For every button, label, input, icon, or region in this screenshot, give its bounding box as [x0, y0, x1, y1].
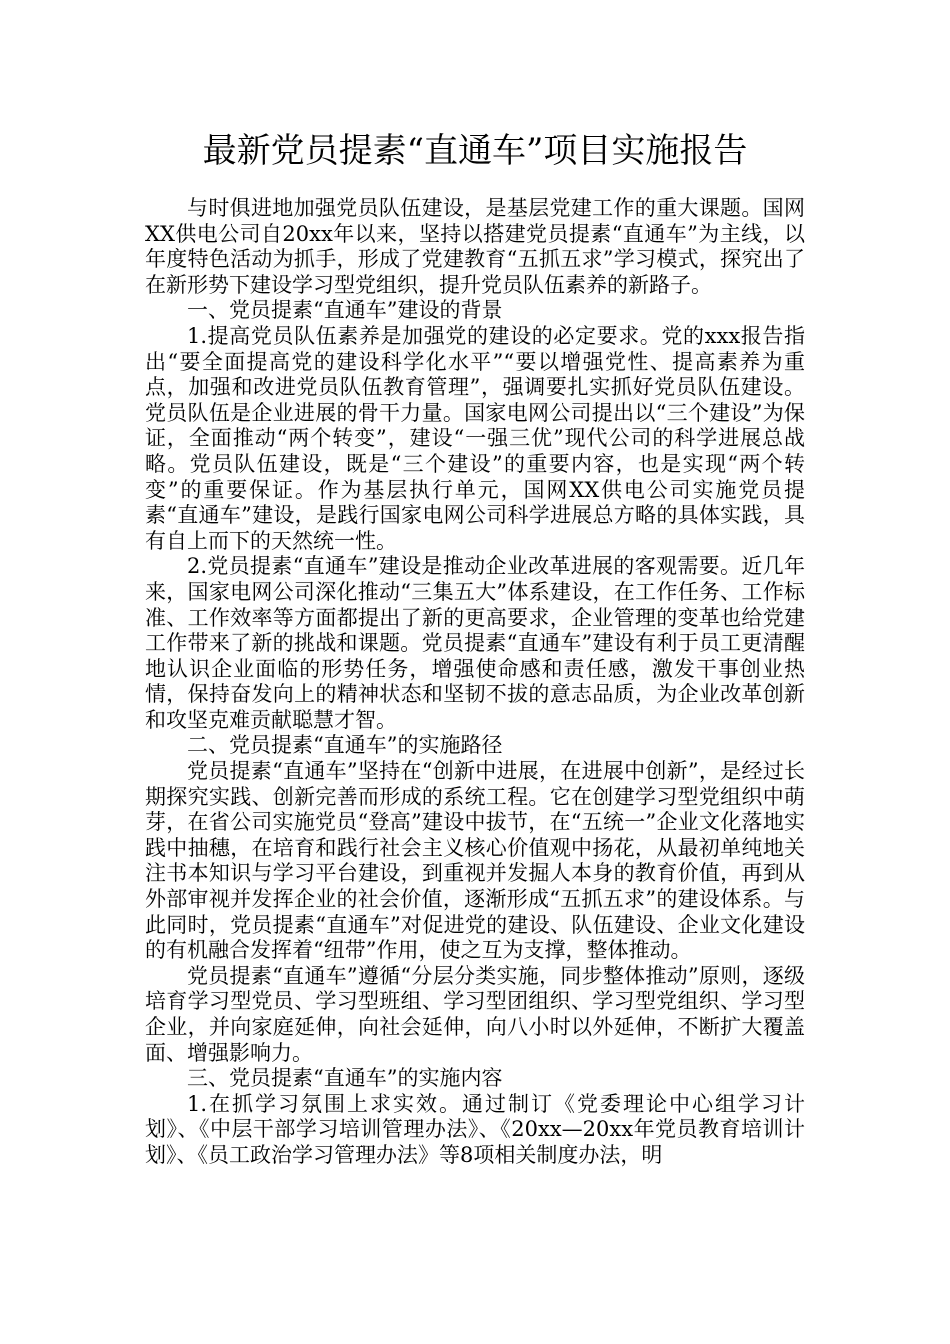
intro-paragraph: 与时俱进地加强党员队伍建设，是基层党建工作的重大课题。国网XX供电公司自20xx年以来，坚持以搭建党员提素“直通车”为主线，以年度特色活动为抓手，形成了党建教育“五抓五求”学习模式，探究出了在新形势下建设学习型党组织，提升党员队伍素养的新路子。: [145, 196, 805, 297]
section-heading-path: 二、党员提素“直通车”的实施路径: [187, 733, 503, 758]
paragraph-path-1: 党员提素“直通车”坚持在“创新中进展，在进展中创新”，是经过长期探究实践、创新完善而形成的系统工程。它在创建学习型党组织中萌芽，在省公司实施党员“登高”建设中拔节，在“五统一”企业文化落地实践中抽穗，在培育和践行社会主义核心价值观中扬花，从最初单纯地关注书本知识与学习平台建设，到重视并发掘人本身的教育价值，再到从外部审视并发挥企业的社会价值，逐渐形成“五抓五求”的建设体系。与此同时，党员提素“直通车”对促进党的建设、队伍建设、企业文化建设的有机融合发挥着“纽带”作用，使之互为支撑，整体推动。: [145, 759, 805, 963]
document-title: 最新党员提素“直通车”项目实施报告: [202, 131, 748, 171]
paragraph-background-point-1: 1.提高党员队伍素养是加强党的建设的必定要求。党的xxx报告指出“要全面提高党的建设科学化水平”“要以增强党性、提高素养为重点，加强和改进党员队伍教育管理”，强调要扎实抓好党员队伍建设。党员队伍是企业进展的骨干力量。国家电网公司提出以“三个建设”为保证，全面推动“两个转变”，建设“一强三优”现代公司的科学进展总战略。党员队伍建设，既是“三个建设”的重要内容，也是实现“两个转变”的重要保证。作为基层执行单元，国网XX供电公司实施党员提素“直通车”建设，是践行国家电网公司科学进展总方略的具体实践，具有自上而下的天然统一性。: [145, 323, 805, 553]
section-heading-content: 三、党员提素“直通车”的实施内容: [187, 1066, 503, 1091]
section-heading-background: 一、党员提素“直通车”建设的背景: [187, 298, 503, 323]
document-page: [145, 128, 805, 1169]
document-body: [145, 196, 805, 1169]
paragraph-path-2: 党员提素“直通车”遵循“分层分类实施，同步整体推动”原则，逐级培育学习型党员、学习型班组、学习型团组织、学习型党组织、学习型企业，并向家庭延伸，向社会延伸，向八小时以外延伸，不断扩大覆盖面、增强影响力。: [145, 963, 805, 1065]
paragraph-content-point-1: 1.在抓学习氛围上求实效。通过制订《党委理论中心组学习计划》、《中层干部学习培训管理办法》、《20xx—20xx年党员教育培训计划》、《员工政治学习管理办法》等8项相关制度办法，明: [145, 1091, 805, 1167]
paragraph-background-point-2: 2.党员提素“直通车”建设是推动企业改革进展的客观需要。近几年来，国家电网公司深化推动“三集五大”体系建设，在工作任务、工作标准、工作效率等方面都提出了新的更高要求，企业管理的变革也给党建工作带来了新的挑战和课题。党员提素“直通车”建设有利于员工更清醒地认识企业面临的形势任务，增强使命感和责任感，激发干事创业热情，保持奋发向上的精神状态和坚韧不拔的意志品质，为企业改革创新和攻坚克难贡献聪慧才智。: [145, 554, 805, 732]
